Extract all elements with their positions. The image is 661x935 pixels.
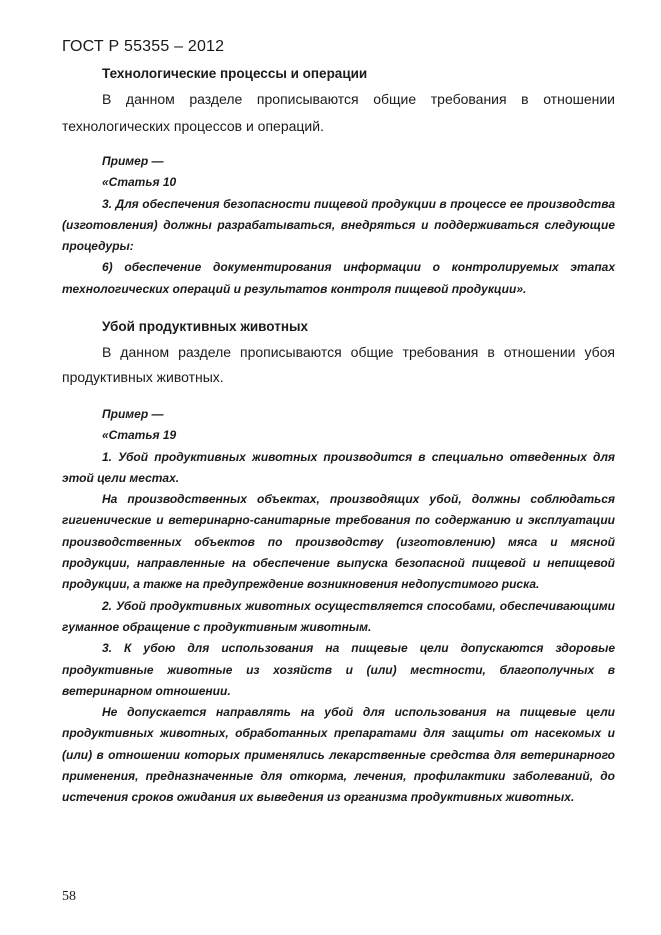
example-paragraph: 1. Убой продуктивных животных производится в специально отведенных для этой цели местах. (62, 449, 615, 485)
example-paragraph: 6) обеспечение документирования информации о контролируемых этапах технологических операций и результатов контроля пищевой продукции». (62, 260, 615, 296)
example-paragraph: Не допускается направлять на убой для использования на пищевые цели продуктивных животных, обработанных препаратами для защиты от насекомых и (или) в отношении которых применялись лекарственные средства для ветеринарного применения, предназначенные для откорма, лечения, профилактики заболеваний, до истечения сроков ожидания их выведения из организма продуктивных животных. (62, 705, 615, 805)
section-heading: Технологические процессы и операции (102, 66, 368, 81)
section-slaughter (62, 318, 615, 390)
example-paragraph: 2. Убой продуктивных животных осуществляется способами, обеспечивающими гуманное обращение с продуктивным животным. (62, 598, 615, 634)
section-text: В данном разделе прописываются общие требования в отношении технологических процессов и операций. (62, 91, 615, 134)
example-label: Пример — (102, 154, 164, 168)
page-number: 58 (62, 889, 76, 904)
section-text: В данном разделе прописываются общие требования в отношении убоя продуктивных животных. (62, 344, 615, 385)
section-technological-processes (62, 65, 615, 140)
example-paragraph: На производственных объектах, производящих убой, должны соблюдаться гигиенические и ветеринарно-санитарные требования по содержанию и эксплуатации производственных объектов по производству (изготовлению) мяса и мясной продукции, направленные на обеспечение выпуска безопасной пищевой и непищевой продукции, а также на предупреждение возникновения недопустимого риска. (62, 492, 615, 592)
example-label: Пример — (102, 407, 164, 421)
example-paragraph: 3. Для обеспечения безопасности пищевой продукции в процессе ее производства (изготовления) должны разрабатываться, внедряться и поддерживаться следующие процедуры: (62, 196, 615, 254)
document-header: ГОСТ Р 55355 – 2012 (62, 38, 225, 55)
article-title: «Статья 10 (102, 175, 177, 190)
article-title: «Статья 19 (102, 428, 177, 443)
example-block (62, 151, 615, 300)
section-heading: Убой продуктивных животных (102, 319, 309, 334)
example-block (62, 404, 615, 809)
example-paragraph: 3. К убою для использования на пищевые цели допускаются здоровые продуктивные животные из хозяйств и (или) местности, благополучных в ветеринарном отношении. (62, 641, 615, 698)
